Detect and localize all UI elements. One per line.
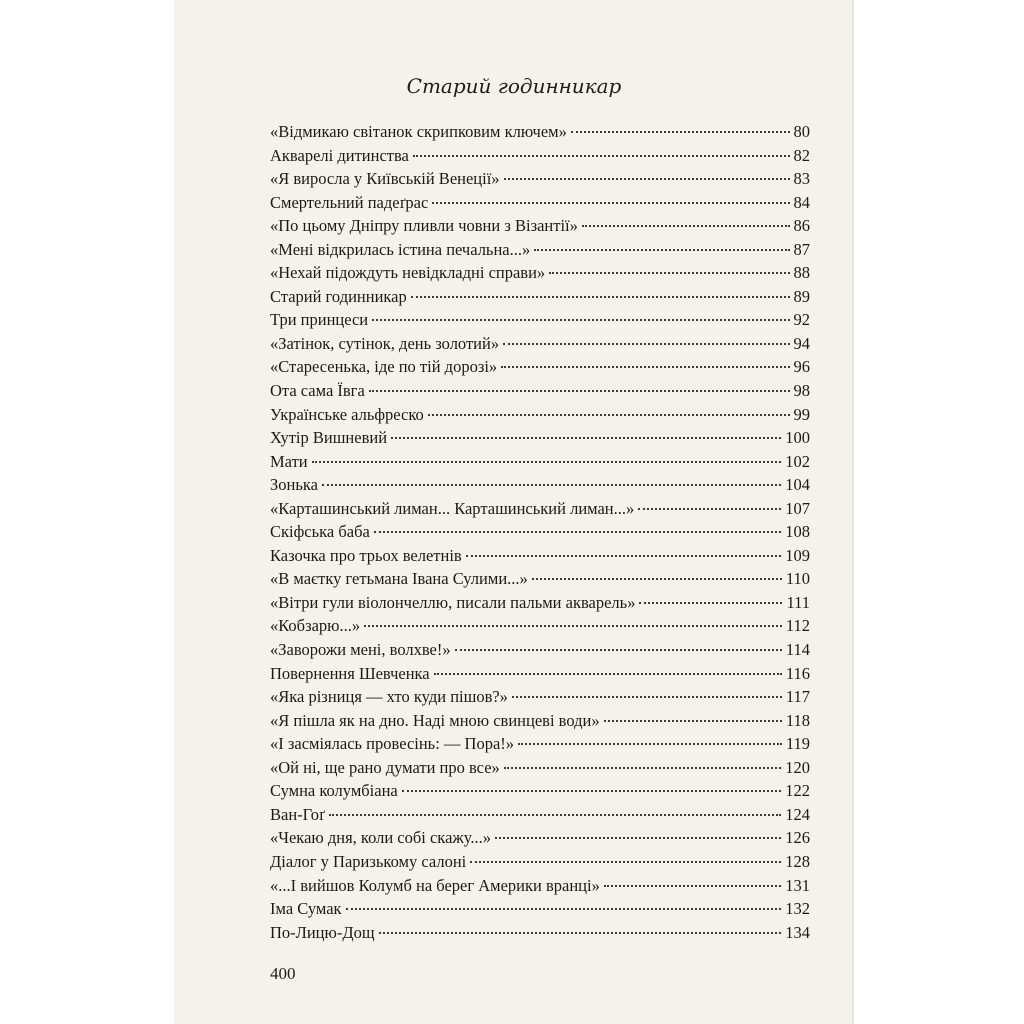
toc-entry-page: 108 bbox=[785, 522, 810, 542]
toc-entry-title: Ван-Гоґ bbox=[270, 804, 325, 824]
section-title: Старий годинникар bbox=[406, 74, 622, 98]
toc-entry bbox=[270, 640, 810, 664]
toc-entry-title: Три принцеси bbox=[270, 310, 369, 330]
toc-entry-title: «По цьому Дніпру пливли човни з Візантії» bbox=[270, 216, 578, 236]
dot-leader bbox=[604, 885, 781, 887]
toc-entry bbox=[270, 169, 810, 193]
toc-entry-title: «Заворожи мені, волхве!» bbox=[270, 640, 451, 660]
toc-entry-page: 119 bbox=[785, 734, 810, 754]
dot-leader bbox=[639, 602, 782, 604]
toc-entry bbox=[270, 240, 810, 264]
toc-entry-page: 89 bbox=[793, 286, 810, 306]
toc-entry-title: Іма Сумак bbox=[270, 899, 342, 919]
toc-entry-title: Акварелі дитинства bbox=[270, 145, 409, 165]
toc-entry bbox=[270, 405, 810, 429]
toc-entry-title: «Мені відкрилась істина печальна...» bbox=[270, 239, 531, 259]
toc-entry-title: «І засміялась провесінь: — Пора!» bbox=[270, 734, 515, 754]
dot-leader bbox=[582, 225, 790, 227]
dot-leader bbox=[571, 131, 790, 133]
toc-entry bbox=[270, 357, 810, 381]
toc-entry-title: «Я виросла у Київській Венеції» bbox=[270, 169, 500, 189]
toc-entry-page: 134 bbox=[785, 922, 810, 942]
toc-entry-title: «Яка різниця — хто куди пішов?» bbox=[270, 687, 508, 707]
toc-entry bbox=[270, 758, 810, 782]
dot-leader bbox=[638, 508, 781, 510]
book-page bbox=[174, 0, 854, 1024]
dot-leader bbox=[374, 531, 781, 533]
toc-entry-title: «Вітри гули віолончеллю, писали пальми акварель» bbox=[270, 592, 636, 612]
toc-entry-title: «Старесенька, іде по тій дорозі» bbox=[270, 357, 498, 377]
toc-entry-page: 112 bbox=[785, 616, 810, 636]
dot-leader bbox=[495, 837, 781, 839]
toc-entry bbox=[270, 805, 810, 829]
toc-entry bbox=[270, 263, 810, 287]
toc-entry-title: «Кобзарю...» bbox=[270, 616, 361, 636]
toc-entry-page: 99 bbox=[793, 404, 810, 424]
toc-entry bbox=[270, 734, 810, 758]
toc-entry-page: 124 bbox=[785, 804, 810, 824]
toc-entry-page: 87 bbox=[793, 239, 810, 259]
toc-entry bbox=[270, 711, 810, 735]
toc-entry bbox=[270, 593, 810, 617]
toc-entry-page: 96 bbox=[793, 357, 810, 377]
dot-leader bbox=[364, 625, 782, 627]
toc-entry-title: Казочка про трьох велетнів bbox=[270, 545, 462, 565]
toc-entry-page: 116 bbox=[785, 663, 810, 683]
toc-entry-page: 84 bbox=[793, 192, 810, 212]
toc-entry-page: 122 bbox=[785, 781, 810, 801]
dot-leader bbox=[534, 249, 789, 251]
toc-entry-page: 88 bbox=[793, 263, 810, 283]
toc-entry bbox=[270, 334, 810, 358]
dot-leader bbox=[455, 649, 782, 651]
toc-entry-title: «Відмикаю світанок скрипковим ключем» bbox=[270, 122, 567, 141]
table-of-contents bbox=[270, 122, 810, 946]
toc-entry-title: Повернення Шевченка bbox=[270, 663, 430, 683]
toc-entry-page: 83 bbox=[793, 169, 810, 189]
dot-leader bbox=[411, 296, 790, 298]
dot-leader bbox=[512, 696, 782, 698]
toc-entry-page: 120 bbox=[785, 757, 810, 777]
toc-entry-page: 128 bbox=[785, 851, 810, 871]
toc-entry-title: Хутір Вишневий bbox=[270, 428, 388, 448]
toc-entry bbox=[270, 499, 810, 523]
dot-leader bbox=[504, 767, 781, 769]
dot-leader bbox=[312, 461, 782, 463]
toc-entry bbox=[270, 381, 810, 405]
toc-entry-title: Мати bbox=[270, 451, 308, 471]
toc-entry bbox=[270, 664, 810, 688]
dot-leader bbox=[372, 319, 789, 321]
toc-entry bbox=[270, 475, 810, 499]
toc-entry-page: 98 bbox=[793, 381, 810, 401]
dot-leader bbox=[549, 272, 789, 274]
toc-entry-page: 131 bbox=[785, 875, 810, 895]
toc-entry bbox=[270, 687, 810, 711]
toc-entry-title: Старий годинникар bbox=[270, 286, 407, 306]
toc-entry bbox=[270, 193, 810, 217]
toc-entry-title: Українське альфреско bbox=[270, 404, 424, 424]
toc-entry-page: 126 bbox=[785, 828, 810, 848]
toc-entry bbox=[270, 852, 810, 876]
dot-leader bbox=[518, 743, 782, 745]
toc-entry-page: 132 bbox=[785, 899, 810, 919]
toc-entry bbox=[270, 452, 810, 476]
toc-entry-title: «Затінок, сутінок, день золотий» bbox=[270, 333, 500, 353]
dot-leader bbox=[432, 202, 789, 204]
dot-leader bbox=[470, 861, 781, 863]
dot-leader bbox=[532, 578, 782, 580]
toc-entry-title: Ота сама Ївга bbox=[270, 381, 365, 401]
dot-leader bbox=[504, 178, 790, 180]
dot-leader bbox=[402, 790, 782, 792]
toc-entry-page: 104 bbox=[785, 475, 810, 495]
toc-entry bbox=[270, 522, 810, 546]
toc-entry bbox=[270, 781, 810, 805]
toc-entry bbox=[270, 923, 810, 947]
toc-entry-title: «...І вийшов Колумб на берег Америки вранці» bbox=[270, 875, 600, 895]
dot-leader bbox=[369, 390, 790, 392]
toc-entry-title: Скіфська баба bbox=[270, 522, 370, 542]
dot-leader bbox=[379, 932, 782, 934]
toc-entry-title: Діалог у Паризькому салоні bbox=[270, 851, 467, 871]
toc-entry-title: По-Лицю-Дощ bbox=[270, 922, 375, 942]
toc-entry bbox=[270, 428, 810, 452]
toc-entry-page: 107 bbox=[785, 498, 810, 518]
toc-entry bbox=[270, 828, 810, 852]
dot-leader bbox=[466, 555, 782, 557]
toc-entry-title: «Ой ні, ще рано думати про все» bbox=[270, 757, 500, 777]
dot-leader bbox=[391, 437, 781, 439]
toc-entry bbox=[270, 146, 810, 170]
toc-entry bbox=[270, 216, 810, 240]
toc-entry-page: 110 bbox=[785, 569, 810, 589]
toc-entry-page: 111 bbox=[786, 592, 810, 612]
toc-entry-title: Смертельний падеґрас bbox=[270, 192, 429, 212]
dot-leader bbox=[501, 366, 789, 368]
dot-leader bbox=[604, 720, 782, 722]
toc-entry-title: «Карташинський лиман... Карташинський лиман...» bbox=[270, 498, 635, 518]
dot-leader bbox=[346, 908, 782, 910]
toc-entry-page: 86 bbox=[793, 216, 810, 236]
toc-entry bbox=[270, 876, 810, 900]
toc-entry-title: «Я пішла як на дно. Наді мною свинцеві води» bbox=[270, 710, 600, 730]
toc-entry-title: «Нехай підождуть невідкладні справи» bbox=[270, 263, 546, 283]
toc-entry-page: 117 bbox=[785, 687, 810, 707]
toc-entry-page: 94 bbox=[793, 333, 810, 353]
toc-entry-page: 109 bbox=[785, 545, 810, 565]
toc-entry-page: 100 bbox=[785, 428, 810, 448]
toc-entry bbox=[270, 310, 810, 334]
toc-entry-page: 80 bbox=[793, 122, 810, 141]
dot-leader bbox=[413, 155, 790, 157]
toc-entry-page: 114 bbox=[785, 640, 810, 660]
toc-entry-page: 118 bbox=[785, 710, 810, 730]
dot-leader bbox=[428, 414, 790, 416]
dot-leader bbox=[503, 343, 789, 345]
toc-entry bbox=[270, 899, 810, 923]
toc-entry-title: Зонька bbox=[270, 475, 318, 495]
dot-leader bbox=[322, 484, 781, 486]
page-number: 400 bbox=[270, 964, 296, 983]
toc-entry bbox=[270, 287, 810, 311]
toc-entry-page: 92 bbox=[793, 310, 810, 330]
toc-entry bbox=[270, 122, 810, 146]
toc-entry-page: 102 bbox=[785, 451, 810, 471]
toc-entry-page: 82 bbox=[793, 145, 810, 165]
toc-entry bbox=[270, 569, 810, 593]
toc-entry-title: «Чекаю дня, коли собі скажу...» bbox=[270, 828, 492, 848]
dot-leader bbox=[329, 814, 781, 816]
toc-entry bbox=[270, 546, 810, 570]
toc-entry-title: «В маєтку гетьмана Івана Сулими...» bbox=[270, 569, 528, 589]
dot-leader bbox=[434, 673, 782, 675]
toc-entry bbox=[270, 616, 810, 640]
toc-entry-title: Сумна колумбіана bbox=[270, 781, 398, 801]
